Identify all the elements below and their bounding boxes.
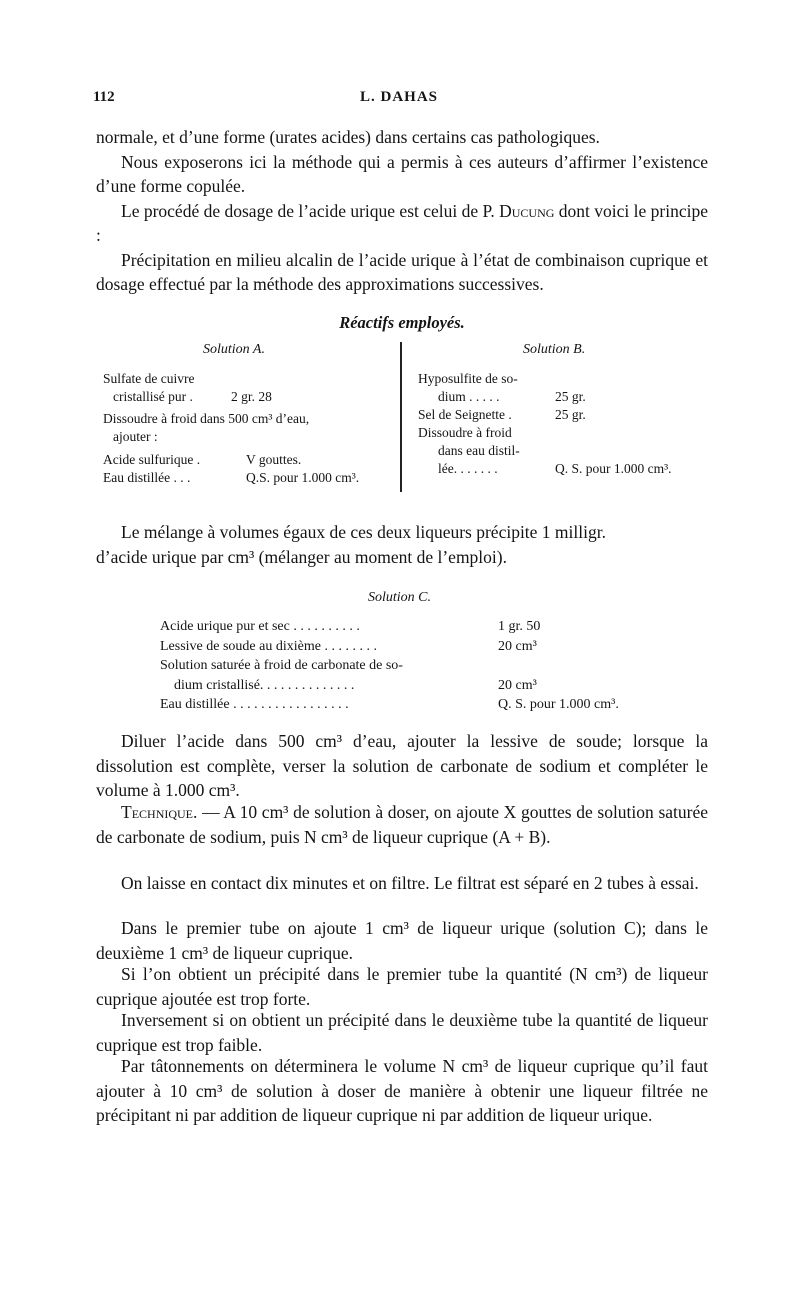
instruction-text: Dissoudre à froid <box>418 425 512 440</box>
table-row <box>160 656 700 676</box>
reagent-amount: 25 gr. <box>555 389 586 404</box>
solution-b-table <box>418 370 708 478</box>
paragraph-diluer: Diluer l’acide dans 500 cm³ d’eau, ajouter la lessive de soude; lorsque la dissolution est complète, verser la solution de carbonate de sodium et compléter le volume à 1.000 cm³. <box>96 731 708 800</box>
paragraph-continuation: normale, et d’une forme (urates acides) dans certains cas pathologiques. <box>96 127 600 147</box>
reagent-name: dium cristallisé. . . . . . . . . . . . . . <box>174 677 355 693</box>
melange-line-1: Le mélange à volumes égaux de ces deux liqueurs précipite 1 milligr. <box>121 522 606 542</box>
paragraph-precipite-fort: Si l’on obtient un précipité dans le premier tube la quantité (N cm³) de liqueur cuprique ajoutée est trop forte. <box>96 964 708 1009</box>
instruction-text: Dissoudre à froid dans 500 cm³ d’eau, <box>103 411 310 426</box>
table-row <box>160 695 700 715</box>
table-row <box>160 637 700 657</box>
reagent-name: dium . . . . . <box>438 389 500 404</box>
table-row <box>103 451 395 469</box>
table-row <box>418 442 708 460</box>
running-title: L. DAHAS <box>359 89 438 105</box>
table-row <box>160 617 700 637</box>
table-row <box>103 410 395 428</box>
reagent-name: Solution saturée à froid de carbonate de so- <box>160 658 403 673</box>
reagent-name: Eau distillée . . . <box>103 470 191 485</box>
reagent-name: Lessive de soude au dixième . . . . . . . . <box>160 638 377 654</box>
reagent-name: lée. . . . . . . <box>438 461 498 476</box>
paragraph-tubes: Dans le premier tube on ajoute 1 cm³ de liqueur urique (solution C); dans le deuxième 1 cm³ de liqueur cuprique. <box>96 918 708 963</box>
procede-text-end: dont voici le principe : <box>96 200 709 245</box>
reagent-amount: Q. S. pour 1.000 cm³. <box>555 461 672 476</box>
table-row <box>418 424 708 442</box>
melange-line-2: d’acide urique par cm³ (mélanger au moment de l’emploi). <box>96 546 507 567</box>
solution-c-title: Solution C. <box>368 590 432 605</box>
procede-text-start: Le procédé de dosage de l’acide urique est celui de P. <box>121 200 495 221</box>
table-row <box>418 406 708 424</box>
paragraph-principe: Précipitation en milieu alcalin de l’acide urique à l’état de combinaison cuprique et dosage effectué par la méthode des approximations successives. <box>96 249 708 294</box>
technique-text: — A 10 cm³ de solution à doser, on ajoute X gouttes de solution saturée de carbonate de sodium, puis N cm³ de liqueur cuprique (A + B). <box>96 802 709 847</box>
reagent-amount: 20 cm³ <box>498 638 537 654</box>
instruction-text: ajouter : <box>113 429 158 444</box>
paragraph-procede <box>96 199 708 248</box>
paragraph-precipite-faible: Inversement si on obtient un précipité dans le deuxième tube la quantité de liqueur cuprique est trop faible. <box>96 1010 708 1055</box>
solution-a-title: Solution A. <box>203 342 265 357</box>
page-number: 112 <box>93 89 115 105</box>
solution-b-title: Solution B. <box>523 342 586 357</box>
paragraph-technique <box>96 800 708 849</box>
technique-label: Technique. <box>121 802 198 822</box>
solution-c-table <box>160 617 700 715</box>
reagent-amount: Q. S. pour 1.000 cm³. <box>498 697 619 712</box>
reagent-name: cristallisé pur . <box>113 389 193 404</box>
reagent-name: Sulfate de cuivre <box>103 371 195 386</box>
reagent-name: Eau distillée . . . . . . . . . . . . . . . . . <box>160 697 349 712</box>
table-row <box>418 370 708 388</box>
paragraph-methode: Nous exposerons ici la méthode qui a permis à ces auteurs d’affirmer l’existence d’une forme copulée. <box>96 151 708 196</box>
instruction-text: dans eau distil- <box>438 443 520 458</box>
table-row <box>103 469 395 487</box>
page-header <box>93 89 705 111</box>
table-row <box>103 388 395 406</box>
reagent-name: Hyposulfite de so- <box>418 371 518 386</box>
reagent-name: Acide sulfurique . <box>103 452 201 467</box>
paragraph-contact: On laisse en contact dix minutes et on filtre. Le filtrat est séparé en 2 tubes à essai. <box>121 873 699 893</box>
table-row <box>418 460 708 478</box>
reagent-amount: 25 gr. <box>555 407 586 422</box>
table-row <box>103 370 395 388</box>
reagent-name: Sel de Seignette . <box>418 407 512 422</box>
table-row <box>103 428 395 446</box>
table-row <box>160 676 700 696</box>
reactifs-heading: Réactifs employés. <box>339 313 465 332</box>
reagent-amount: 2 gr. 28 <box>231 389 272 404</box>
paragraph-tatonnements: Par tâtonnements on déterminera le volume N cm³ de liqueur cuprique qu’il faut ajouter à 10 cm³ de solution à doser de manière à obtenir une liqueur filtrée ne précipitant ni par addition de liqueur cuprique ni par addition de liqueur urique. <box>96 1056 708 1125</box>
reagent-amount: Q.S. pour 1.000 cm³. <box>246 470 360 485</box>
reagent-name: Acide urique pur et sec . . . . . . . . . . <box>160 619 360 634</box>
author-name: Ducung <box>499 200 555 221</box>
table-row <box>418 388 708 406</box>
solution-a-table <box>103 370 395 487</box>
reagent-amount: V gouttes. <box>246 452 302 467</box>
reagent-amount: 1 gr. 50 <box>498 619 541 634</box>
column-divider <box>400 342 402 492</box>
reagent-amount: 20 cm³ <box>498 677 537 693</box>
